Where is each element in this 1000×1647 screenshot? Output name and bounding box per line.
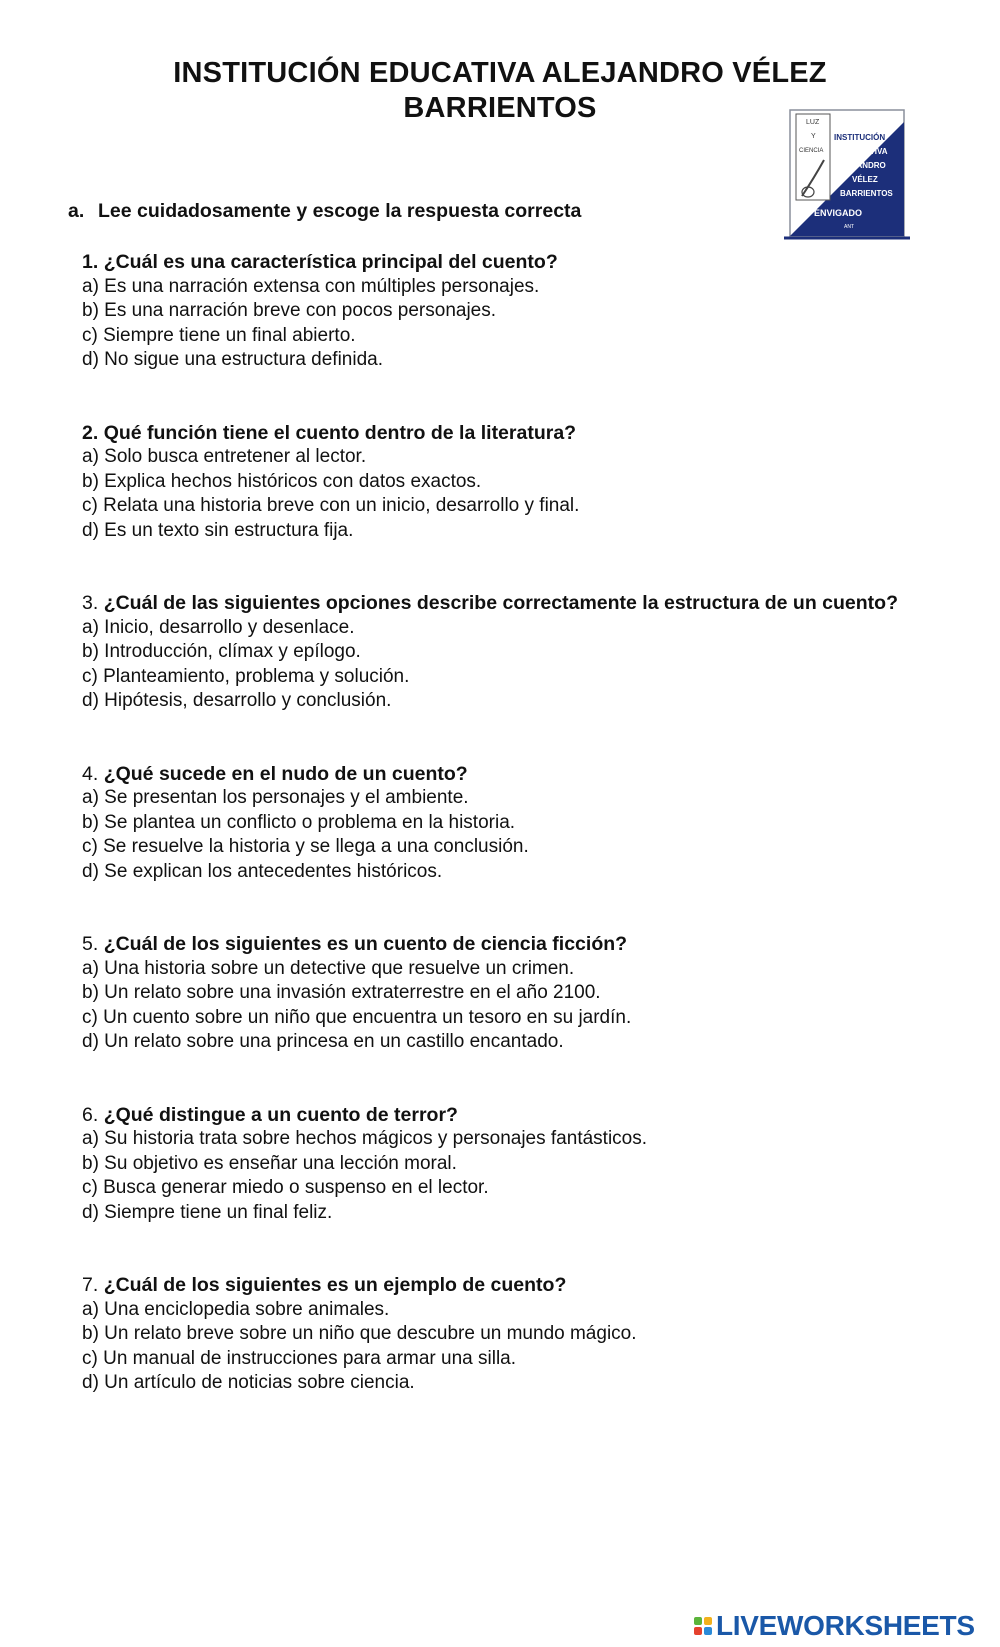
option-b[interactable]: b) Su objetivo es enseñar una lección moral.	[82, 1152, 457, 1174]
title-line-2: BARRIENTOS	[403, 92, 597, 124]
question-number: 3.	[82, 592, 99, 614]
svg-text:ENVIGADO: ENVIGADO	[814, 208, 863, 218]
question-number: 7.	[82, 1274, 99, 1296]
svg-text:ANT: ANT	[844, 224, 854, 230]
option-d[interactable]: d) No sigue una estructura definida.	[82, 349, 384, 370]
question-title	[82, 1103, 912, 1128]
option-c[interactable]: c) Relata una historia breve con un inicio, desarrollo y final.	[82, 495, 580, 516]
svg-text:LUZ: LUZ	[806, 119, 820, 126]
option-d[interactable]: d) Hipótesis, desarrollo y conclusión.	[82, 690, 392, 711]
svg-text:INSTITUCIÓN: INSTITUCIÓN	[834, 133, 886, 142]
svg-text:Y: Y	[811, 133, 816, 140]
question-title	[82, 762, 912, 787]
question-4	[82, 762, 912, 885]
option-d[interactable]: d) Un artículo de noticias sobre ciencia.	[82, 1372, 415, 1393]
question-title	[82, 421, 912, 446]
option-d[interactable]: d) Un relato sobre una princesa en un castillo encantado.	[82, 1031, 564, 1052]
question-number: 6.	[82, 1103, 99, 1126]
question-number: 2.	[82, 421, 99, 444]
option-a[interactable]: a) Inicio, desarrollo y desenlace.	[82, 616, 355, 638]
question-title	[82, 1273, 912, 1298]
option-c[interactable]: c) Busca generar miedo o suspenso en el lector.	[82, 1177, 489, 1198]
question-number: 4.	[82, 762, 99, 785]
option-a[interactable]: a) Su historia trata sobre hechos mágicos y personajes fantásticos.	[82, 1128, 648, 1149]
school-crest-logo	[784, 108, 912, 250]
option-b[interactable]: b) Es una narración breve con pocos personajes.	[82, 300, 497, 321]
question-number: 5.	[82, 933, 99, 955]
option-a[interactable]: a) Se presentan los personajes y el ambiente.	[82, 787, 469, 808]
option-c[interactable]: c) Se resuelve la historia y se llega a una conclusión.	[82, 836, 529, 857]
option-d[interactable]: d) Es un texto sin estructura fija.	[82, 519, 354, 541]
svg-text:VÉLEZ: VÉLEZ	[852, 175, 878, 184]
option-c[interactable]: c) Planteamiento, problema y solución.	[82, 665, 410, 687]
option-b[interactable]: b) Se plantea un conflicto o problema en la historia.	[82, 811, 516, 833]
question-text: ¿Cuál de las siguientes opciones describe correctamente la estructura de un cuento?	[103, 592, 898, 614]
svg-text:CIENCIA: CIENCIA	[799, 148, 824, 154]
question-1	[82, 250, 912, 373]
question-title	[82, 250, 912, 275]
question-text: ¿Cuál de los siguientes es un ejemplo de cuento?	[103, 1274, 567, 1296]
option-b[interactable]: b) Introducción, clímax y epílogo.	[82, 641, 361, 662]
liveworksheets-brand: LIVEWORKSHEETS	[716, 1610, 975, 1641]
option-a[interactable]: a) Una enciclopedia sobre animales.	[82, 1298, 390, 1320]
option-a[interactable]: a) Es una narración extensa con múltiples personajes.	[82, 275, 540, 297]
question-7	[82, 1273, 912, 1396]
question-title	[82, 591, 912, 616]
liveworksheets-watermark	[694, 1612, 975, 1640]
liveworksheets-logo-icon	[694, 1617, 712, 1635]
instruction-letter: a.	[68, 200, 85, 222]
option-d[interactable]: d) Siempre tiene un final feliz.	[82, 1201, 333, 1223]
instruction	[68, 200, 581, 223]
svg-text:ALEJANDRO: ALEJANDRO	[836, 161, 886, 170]
question-list	[82, 250, 912, 1444]
question-number: 1.	[82, 251, 99, 273]
svg-text:EDUCATIVA: EDUCATIVA	[842, 147, 888, 156]
title-line-1: INSTITUCIÓN EDUCATIVA ALEJANDRO VÉLEZ	[173, 57, 827, 89]
question-text: ¿Qué distingue a un cuento de terror?	[103, 1103, 458, 1126]
question-text: ¿Cuál es una característica principal del cuento?	[103, 251, 558, 273]
option-c[interactable]: c) Un cuento sobre un niño que encuentra un tesoro en su jardín.	[82, 1006, 632, 1028]
question-3	[82, 591, 912, 714]
instruction-text: Lee cuidadosamente y escoge la respuesta correcta	[98, 200, 582, 222]
question-title	[82, 932, 912, 957]
question-5	[82, 932, 912, 1055]
question-text: ¿Qué sucede en el nudo de un cuento?	[103, 762, 468, 785]
question-text: ¿Cuál de los siguientes es un cuento de ciencia ficción?	[103, 933, 628, 955]
option-b[interactable]: b) Un relato sobre una invasión extraterrestre en el año 2100.	[82, 982, 601, 1003]
question-6	[82, 1103, 912, 1226]
svg-text:BARRIENTOS: BARRIENTOS	[840, 189, 893, 198]
option-b[interactable]: b) Un relato breve sobre un niño que descubre un mundo mágico.	[82, 1323, 637, 1344]
question-2	[82, 421, 912, 544]
option-c[interactable]: c) Siempre tiene un final abierto.	[82, 324, 356, 346]
option-c[interactable]: c) Un manual de instrucciones para armar una silla.	[82, 1347, 517, 1369]
question-text: Qué función tiene el cuento dentro de la literatura?	[103, 421, 577, 444]
option-a[interactable]: a) Una historia sobre un detective que resuelve un crimen.	[82, 957, 575, 979]
option-b[interactable]: b) Explica hechos históricos con datos exactos.	[82, 470, 482, 492]
option-d[interactable]: d) Se explican los antecedentes históricos.	[82, 860, 443, 882]
option-a[interactable]: a) Solo busca entretener al lector.	[82, 446, 367, 467]
